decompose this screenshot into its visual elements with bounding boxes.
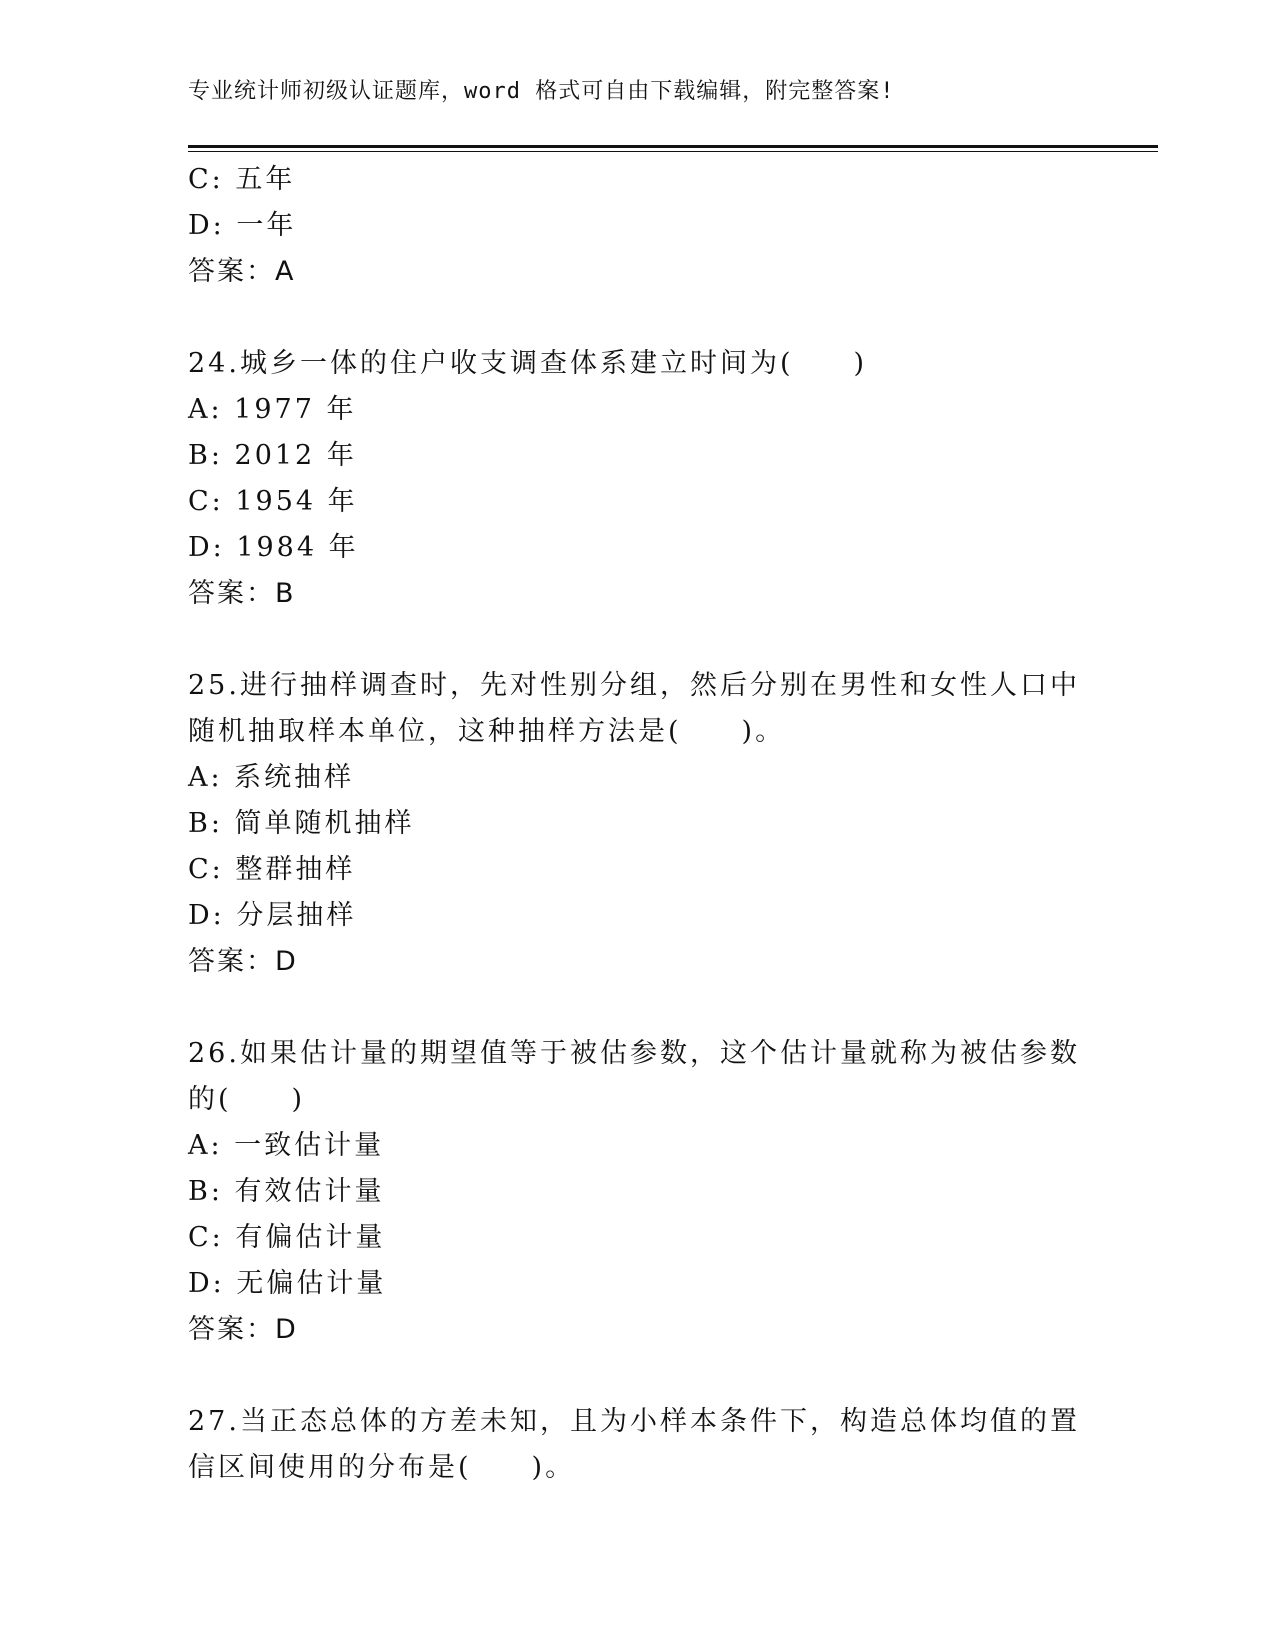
page-header: 专业统计师初级认证题库，word 格式可自由下载编辑，附完整答案!: [188, 79, 895, 104]
answer-line: 答案：D: [188, 1314, 298, 1345]
option-b: B: 简单随机抽样: [188, 808, 415, 839]
question-27: [188, 1399, 1088, 1491]
option-a: A: 一致估计量: [188, 1130, 385, 1161]
spacer: [188, 617, 1088, 663]
spacer: [188, 985, 1088, 1031]
option-c: C: 整群抽样: [188, 854, 356, 885]
spacer: [188, 295, 1088, 341]
question-23: [188, 157, 1088, 295]
question-26: [188, 1031, 1088, 1353]
question-list: [188, 157, 1088, 1491]
header-rule-thin: [188, 151, 1158, 152]
option-a: A: 1977 年: [188, 394, 357, 425]
question-text: 26.如果估计量的期望值等于被估参数，这个估计量就称为被估参数的( ): [188, 1038, 1080, 1115]
answer-line: 答案：A: [188, 256, 296, 287]
option-d: D: 无偏估计量: [188, 1268, 387, 1299]
question-text: 25.进行抽样调查时，先对性别分组，然后分别在男性和女性人口中随机抽取样本单位，这种抽样方法是( )。: [188, 670, 1080, 747]
question-text: 24.城乡一体的住户收支调查体系建立时间为( ): [188, 348, 868, 379]
option-c: C: 有偏估计量: [188, 1222, 386, 1253]
answer-line: 答案：B: [188, 578, 296, 609]
option-a: A: 系统抽样: [188, 762, 355, 793]
header-rule-thick: [188, 145, 1158, 148]
option-d: D: 1984 年: [188, 532, 359, 563]
option-d: D: 分层抽样: [188, 900, 357, 931]
option-c: C: 五年: [188, 164, 296, 195]
answer-line: 答案：D: [188, 946, 298, 977]
option-b: B: 2012 年: [188, 440, 357, 471]
option-c: C: 1954 年: [188, 486, 358, 517]
question-text: 27.当正态总体的方差未知，且为小样本条件下，构造总体均值的置信区间使用的分布是( )。: [188, 1406, 1080, 1483]
option-b: B: 有效估计量: [188, 1176, 385, 1207]
question-25: [188, 663, 1088, 985]
option-d: D: 一年: [188, 210, 297, 241]
spacer: [188, 1353, 1088, 1399]
question-24: [188, 341, 1088, 617]
